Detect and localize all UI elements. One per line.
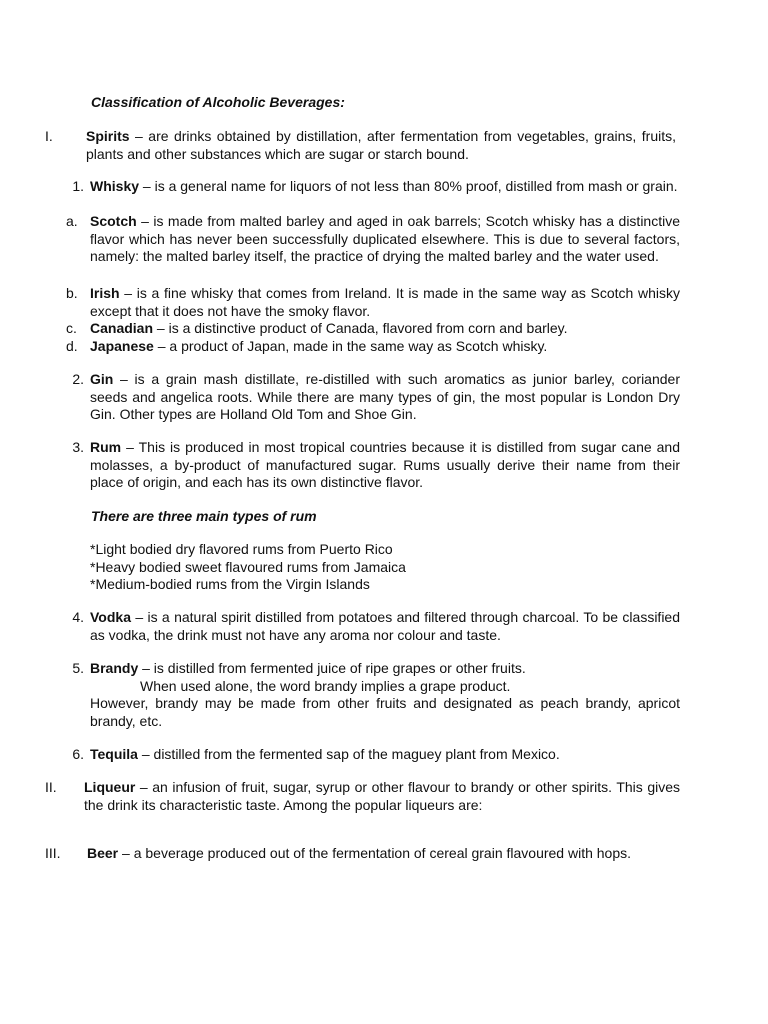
item-number: 1.: [72, 178, 84, 194]
list-item: *Heavy bodied sweet flavoured rums from Jamaica: [90, 558, 406, 575]
spirit-vodka: [90, 609, 680, 644]
section-spirits: [86, 128, 676, 163]
rum-types-heading: There are three main types of rum: [91, 508, 317, 524]
item-text: – is distilled from fermented juice of ripe grapes or other fruits.: [142, 660, 526, 676]
section-liqueur: [84, 779, 680, 814]
item-number: 2.: [72, 371, 84, 387]
item-text: – is made from malted barley and aged in oak barrels; Scotch whisky has a distinctive flavor which has never been successfully duplicated elsewhere. This is due to several factors, namely: the malted barley itself, the practice of drying the malted barley and the water used.: [90, 213, 680, 264]
item-text: – is a natural spirit distilled from potatoes and filtered through charcoal. To be classified as vodka, the drink must not have any aroma nor colour and taste.: [90, 609, 681, 643]
item-text: – This is produced in most tropical countries because it is distilled from sugar cane and molasses, a by-product of manufactured sugar. Rums usually derive their name from their place of origin, and each has its own distinctive flavor.: [90, 439, 680, 490]
item-letter: a.: [66, 213, 78, 229]
item-term: Vodka: [90, 609, 131, 625]
item-text: – distilled from the fermented sap of the maguey plant from Mexico.: [141, 746, 560, 762]
section-text: – a beverage produced out of the fermentation of cereal grain flavoured with hops.: [122, 845, 632, 861]
whisky-scotch: [90, 213, 680, 266]
section-beer: [87, 845, 677, 863]
section-term: Beer: [87, 845, 119, 861]
section-term: Spirits: [86, 128, 130, 144]
document-title: Classification of Alcoholic Beverages:: [91, 94, 345, 110]
whisky-canadian: [90, 320, 680, 338]
section-text: – are drinks obtained by distillation, after fermentation from vegetables, grains, fruits, plants and other substances which are sugar or starch bound.: [86, 128, 676, 162]
item-letter: d.: [66, 338, 78, 354]
whisky-irish: [90, 285, 680, 320]
section-text: – an infusion of fruit, sugar, syrup or other flavour to brandy or other spirits. This gives the drink its characteristic taste. Among the popular liqueurs are:: [84, 779, 681, 813]
item-term: Gin: [90, 371, 114, 387]
item-number: 3.: [72, 439, 84, 455]
item-term: Japanese: [90, 338, 154, 354]
item-letter: c.: [66, 320, 77, 336]
item-text: – is a grain mash distillate, re-distilled with such aromatics as junior barley, coriander seeds and angelica roots. While there are many types of gin, the most popular is London Dry Gin. Other types are Holland Old Tom and Shoe Gin.: [90, 371, 680, 422]
item-text-line2: When used alone, the word brandy implies a grape product.: [140, 677, 511, 694]
spirit-brandy: [90, 660, 680, 730]
item-text: – is a fine whisky that comes from Ireland. It is made in the same way as Scotch whisky except that it does not have the smoky flavor.: [90, 285, 680, 319]
section-numeral: III.: [45, 845, 61, 861]
spirit-whisky: [90, 178, 680, 196]
spirit-gin: [90, 371, 680, 424]
item-number: 4.: [72, 609, 84, 625]
item-text: – a product of Japan, made in the same way as Scotch whisky.: [157, 338, 548, 354]
item-number: 6.: [72, 746, 84, 762]
item-letter: b.: [66, 285, 78, 301]
item-term: Irish: [90, 285, 120, 301]
whisky-japanese: [90, 338, 680, 356]
section-term: Liqueur: [84, 779, 136, 795]
section-numeral: II.: [45, 779, 57, 795]
spirit-rum: [90, 439, 680, 492]
section-numeral: I.: [45, 128, 53, 144]
item-term: Canadian: [90, 320, 154, 336]
item-text: – is a general name for liquors of not less than 80% proof, distilled from mash or grain.: [142, 178, 678, 194]
list-item: *Light bodied dry flavored rums from Puerto Rico: [90, 541, 393, 557]
item-number: 5.: [72, 660, 84, 676]
spirit-tequila: [90, 746, 680, 764]
item-term: Tequila: [90, 746, 138, 762]
rum-types-list: [90, 541, 406, 594]
item-term: Whisky: [90, 178, 140, 194]
item-term: Rum: [90, 439, 122, 455]
item-text: – is a distinctive product of Canada, flavored from corn and barley.: [156, 320, 568, 336]
item-text-line3: However, brandy may be made from other fruits and designated as peach brandy, apricot brandy, etc.: [90, 695, 680, 729]
item-term: Brandy: [90, 660, 139, 676]
list-item: *Medium-bodied rums from the Virgin Islands: [90, 576, 370, 592]
item-term: Scotch: [90, 213, 137, 229]
